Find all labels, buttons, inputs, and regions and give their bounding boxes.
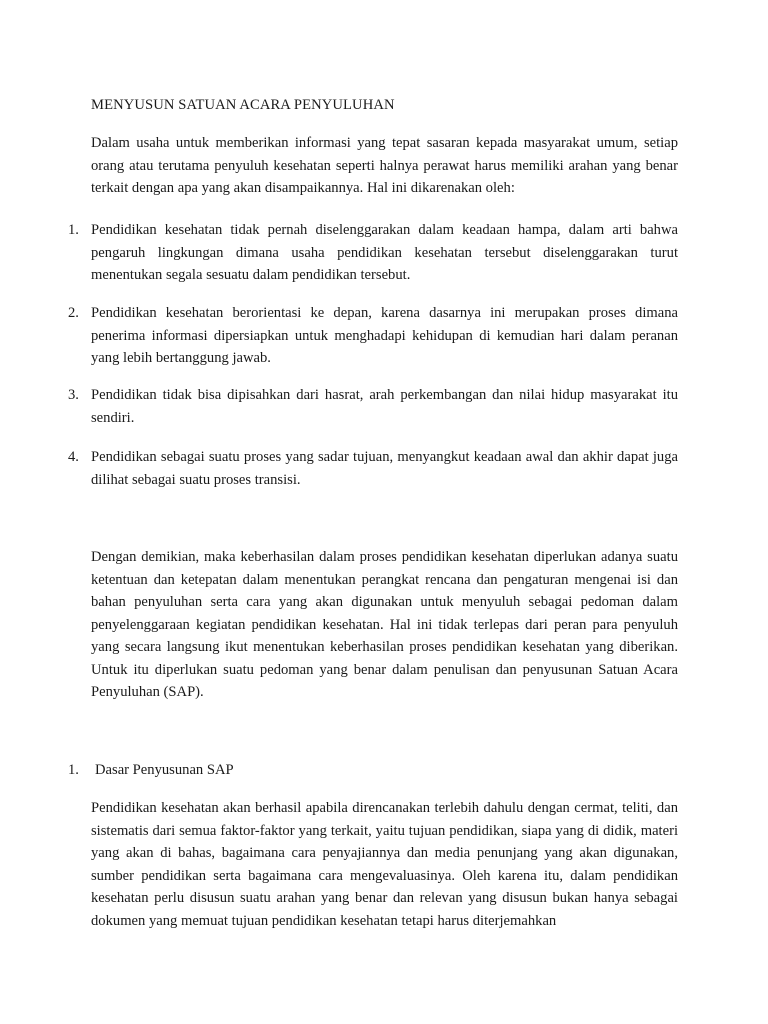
intro-paragraph: Dalam usaha untuk memberikan informasi yang tepat sasaran kepada masyarakat umum, setiap orang atau terutama penyuluh kesehatan seperti halnya perawat harus memiliki arahan yang benar terkait dengan apa yang akan disampaikannya. Hal ini dikarenakan oleh: — [91, 135, 678, 196]
section-body-paragraph: Pendidikan kesehatan akan berhasil apabila direncanakan terlebih dahulu dengan cermat, teliti, dan sistematis dari semua faktor-faktor yang terkait, yaitu tujuan pendidikan, siapa yang di didik, materi yang akan di bahas, bagaimana cara penyajiannya dan media penunjang yang akan digunakan, sumber pendidikan serta bagaimana cara mengevaluasinya. Oleh karena itu, dalam pendidikan kesehatan perlu disusun suatu arahan yang benar dan relevan yang disusun bukan hanya sebagai dokumen yang memuat tujuan pendidikan kesehatan tetapi harus diterjemahkan — [91, 800, 678, 929]
list-item-text: Pendidikan kesehatan berorientasi ke depan, karena dasarnya ini merupakan proses dimana penerima informasi dipersiapkan untuk menghadapi kehidupan di kemudian hari dalam peranan yang lebih bertanggung jawab. — [91, 305, 678, 366]
section-label: Dasar Penyusunan SAP — [95, 762, 234, 778]
section-heading — [68, 759, 678, 782]
list-item-number: 2. — [68, 305, 79, 321]
list-item — [68, 384, 678, 429]
list-item-text: Pendidikan sebagai suatu proses yang sadar tujuan, menyangkut keadaan awal dan akhir dapat juga dilihat sebagai suatu proses transisi. — [91, 449, 678, 488]
list-item — [68, 219, 678, 287]
list-item-number: 3. — [68, 387, 79, 403]
conclusion-paragraph: Dengan demikian, maka keberhasilan dalam proses pendidikan kesehatan diperlukan adanya suatu ketentuan dan ketepatan dalam menentukan perangkat rencana dan pengaturan mengenai isi dan bahan penyuluhan serta cara yang akan digunakan untuk menyuluh sebagai pedoman dalam penyelenggaraan kegiatan pendidikan kesehatan. Hal ini tidak terlepas dari peran para penyuluh yang secara langsung ikut menentukan keberhasilan proses pendidikan kesehatan yang diberikan. Untuk itu diperlukan suatu pedoman yang benar dalam penulisan dan penyusunan Satuan Acara Penyuluhan (SAP). — [91, 549, 678, 700]
list-item — [68, 302, 678, 370]
document-title: MENYUSUN SATUAN ACARA PENYULUHAN — [91, 97, 395, 113]
list-item-text: Pendidikan tidak bisa dipisahkan dari hasrat, arah perkembangan dan nilai hidup masyarakat itu sendiri. — [91, 387, 678, 426]
list-item — [68, 446, 678, 491]
section-number: 1. — [68, 762, 79, 778]
list-item-text: Pendidikan kesehatan tidak pernah diselenggarakan dalam keadaan hampa, dalam arti bahwa pengaruh lingkungan dimana usaha pendidikan kesehatan tersebut diselenggarakan turut menentukan segala sesuatu dalam pendidikan tersebut. — [91, 222, 678, 283]
list-item-number: 1. — [68, 222, 79, 238]
list-item-number: 4. — [68, 449, 79, 465]
